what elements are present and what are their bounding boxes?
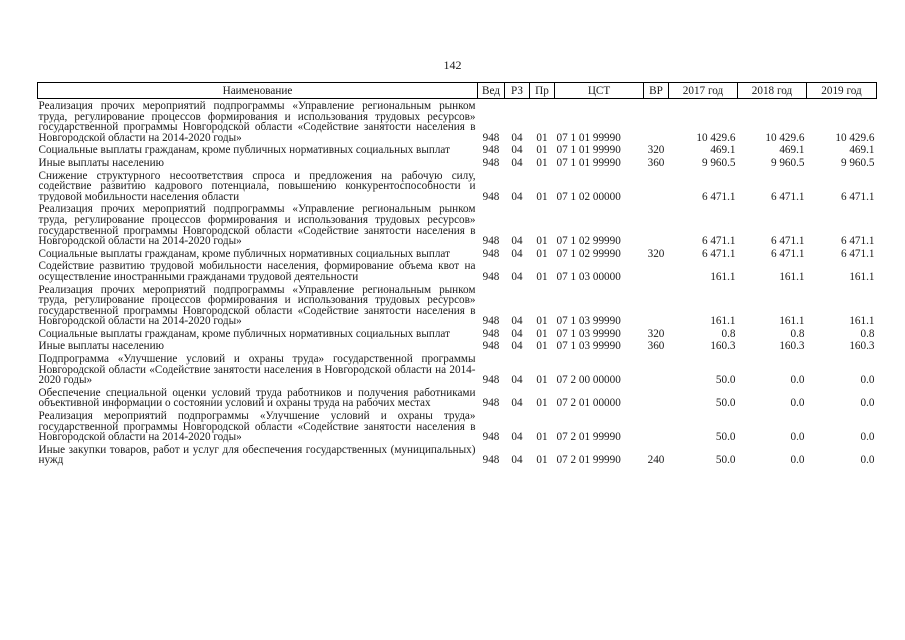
row-2018: 9 960.5 — [770, 156, 805, 169]
row-ved: 948 — [482, 327, 500, 340]
row-name: Социальные выплаты гражданам, кроме публичных нормативных социальных выплат — [38, 327, 450, 340]
header-2018: 2018 год — [738, 83, 807, 99]
row-vr — [644, 169, 669, 203]
row-2019: 10 429.6 — [835, 131, 875, 144]
row-vr: 240 — [647, 454, 665, 466]
row-pr: 01 — [536, 247, 548, 260]
row-name: Реализация прочих мероприятий подпрограммы «Управление региональным рынком труда, регулирование процессов формирования и использования трудовых ресурсов» государственной программы Новгородской области «Содействие занятости населения в Новгородской области на 2014-2020 годы» — [38, 203, 476, 247]
row-name: Социальные выплаты гражданам, кроме публичных нормативных социальных выплат — [38, 247, 450, 260]
header-cst: ЦСТ — [555, 83, 644, 99]
row-2017: 50.0 — [715, 397, 736, 410]
page-number: 142 — [443, 58, 462, 72]
table-row — [38, 283, 877, 327]
row-cst: 07 1 02 99990 — [556, 247, 621, 260]
row-2017: 10 429.6 — [696, 131, 736, 144]
row-name: Снижение структурного несоответствия спроса и предложения на рабочую силу, содействие развитию кадрового потенциала, повышению конкурентоспособности и трудовой мобильности населения области — [38, 169, 476, 203]
row-2019: 0.0 — [860, 374, 875, 386]
row-ved: 948 — [482, 340, 500, 353]
row-vr: 320 — [647, 327, 665, 340]
row-pr: 01 — [536, 131, 548, 144]
row-2017: 50.0 — [715, 431, 736, 443]
row-pr: 01 — [536, 190, 548, 203]
row-vr: 360 — [647, 340, 665, 353]
row-vr: 360 — [647, 156, 665, 169]
header-rz: РЗ — [505, 83, 530, 99]
table-body — [38, 99, 877, 467]
row-2017: 6 471.1 — [701, 190, 736, 203]
row-pr: 01 — [536, 454, 548, 466]
row-ved: 948 — [482, 247, 500, 260]
header-row — [38, 83, 877, 99]
row-ved: 948 — [482, 131, 500, 144]
row-rz: 04 — [511, 431, 523, 443]
row-cst: 07 1 01 99990 — [556, 144, 621, 156]
row-name: Иные закупки товаров, работ и услуг для обеспечения государственных (муниципальных) нужд — [38, 443, 476, 466]
table-row — [38, 247, 877, 260]
row-name: Подпрограмма «Улучшение условий и охраны труда» государственной программы Новгородской области «Содействие занятости населения в Новгородской области на 2014-2020 годы» — [38, 353, 476, 386]
row-rz: 04 — [511, 235, 523, 247]
table-row — [38, 143, 877, 156]
table-row — [38, 259, 877, 282]
row-ved: 948 — [482, 156, 500, 169]
table-row — [38, 386, 877, 409]
table-row — [38, 409, 877, 443]
row-2017: 161.1 — [710, 315, 736, 327]
row-pr: 01 — [536, 144, 548, 156]
row-vr — [644, 259, 669, 282]
row-ved: 948 — [482, 397, 500, 410]
row-name: Реализация прочих мероприятий подпрограммы «Управление региональным рынком труда, регулирование процессов формирования и использования трудовых ресурсов» государственной программы Новгородской области «Содействие занятости населения в Новгородской области на 2014-2020 годы» — [38, 283, 476, 327]
row-2018: 160.3 — [779, 340, 805, 353]
row-rz: 04 — [511, 270, 523, 283]
row-rz: 04 — [511, 156, 523, 169]
row-2018: 0.0 — [790, 374, 805, 386]
row-2018: 161.1 — [779, 315, 805, 327]
row-rz: 04 — [511, 315, 523, 327]
row-rz: 04 — [511, 190, 523, 203]
row-cst: 07 1 03 99990 — [556, 340, 621, 353]
row-2019: 6 471.1 — [840, 235, 875, 247]
row-2017: 469.1 — [710, 144, 736, 156]
row-cst: 07 1 02 00000 — [556, 190, 621, 203]
table-row — [38, 327, 877, 340]
row-rz: 04 — [511, 131, 523, 144]
row-pr: 01 — [536, 340, 548, 353]
row-name: Социальные выплаты гражданам, кроме публичных нормативных социальных выплат — [38, 144, 450, 156]
table-row — [38, 202, 877, 246]
row-vr — [644, 283, 669, 327]
row-2019: 0.0 — [860, 454, 875, 466]
row-2018: 0.0 — [790, 431, 805, 443]
budget-table — [37, 82, 877, 466]
header-pr: Пр — [530, 83, 555, 99]
row-2018: 10 429.6 — [765, 131, 805, 144]
row-ved: 948 — [482, 190, 500, 203]
row-vr: 320 — [647, 247, 665, 260]
row-2019: 9 960.5 — [840, 156, 875, 169]
row-2019: 6 471.1 — [840, 190, 875, 203]
header-vr: ВР — [644, 83, 669, 99]
table-row — [38, 339, 877, 352]
row-cst: 07 2 01 99990 — [556, 431, 621, 443]
row-cst: 07 1 01 99990 — [556, 156, 621, 169]
row-name: Иные выплаты населению — [38, 340, 164, 353]
row-2018: 6 471.1 — [770, 235, 805, 247]
row-cst: 07 1 03 00000 — [556, 270, 621, 283]
row-vr — [644, 409, 669, 443]
row-2017: 9 960.5 — [701, 156, 736, 169]
row-vr — [644, 386, 669, 409]
table-row — [38, 156, 877, 169]
row-cst: 07 1 03 99990 — [556, 315, 621, 327]
row-name: Реализация прочих мероприятий подпрограммы «Управление региональным рынком труда, регулирование процессов формирования и использования трудовых ресурсов» государственной программы Новгородской области «Содействие занятости населения в Новгородской области на 2014-2020 годы» — [38, 100, 476, 144]
row-cst: 07 2 01 99990 — [556, 454, 621, 466]
row-pr: 01 — [536, 315, 548, 327]
row-2019: 6 471.1 — [840, 247, 875, 260]
row-2017: 6 471.1 — [701, 235, 736, 247]
row-2017: 161.1 — [710, 270, 736, 283]
row-rz: 04 — [511, 340, 523, 353]
row-cst: 07 2 00 00000 — [556, 374, 621, 386]
row-2017: 50.0 — [715, 454, 736, 466]
header-2017: 2017 год — [669, 83, 738, 99]
table-row — [38, 443, 877, 466]
row-vr — [644, 202, 669, 246]
row-ved: 948 — [482, 144, 500, 156]
row-vr: 320 — [647, 144, 665, 156]
row-ved: 948 — [482, 454, 500, 466]
row-rz: 04 — [511, 247, 523, 260]
row-pr: 01 — [536, 397, 548, 410]
header-ved: Вед — [478, 83, 505, 99]
row-pr: 01 — [536, 431, 548, 443]
header-name: Наименование — [38, 83, 478, 99]
row-2019: 469.1 — [849, 144, 875, 156]
row-pr: 01 — [536, 235, 548, 247]
table-row — [38, 169, 877, 203]
row-name: Обеспечение специальной оценки условий труда работников и получения работниками объективной информации о состоянии условий и охраны труда на рабочих местах — [38, 386, 476, 410]
row-rz: 04 — [511, 327, 523, 340]
row-rz: 04 — [511, 144, 523, 156]
row-ved: 948 — [482, 374, 500, 386]
table-row — [38, 352, 877, 386]
row-2018: 0.0 — [790, 454, 805, 466]
row-2017: 0.8 — [721, 327, 736, 340]
row-cst: 07 1 03 99990 — [556, 327, 621, 340]
row-2018: 0.8 — [790, 327, 805, 340]
row-2018: 6 471.1 — [770, 190, 805, 203]
row-rz: 04 — [511, 454, 523, 466]
row-ved: 948 — [482, 235, 500, 247]
row-2019: 0.0 — [860, 431, 875, 443]
row-2019: 0.0 — [860, 397, 875, 410]
row-pr: 01 — [536, 156, 548, 169]
row-cst: 07 1 01 99990 — [556, 131, 621, 144]
row-2018: 469.1 — [779, 144, 805, 156]
row-2017: 6 471.1 — [701, 247, 736, 260]
row-2018: 0.0 — [790, 397, 805, 410]
row-cst: 07 1 02 99990 — [556, 235, 621, 247]
row-pr: 01 — [536, 374, 548, 386]
row-rz: 04 — [511, 397, 523, 410]
row-2018: 6 471.1 — [770, 247, 805, 260]
row-pr: 01 — [536, 327, 548, 340]
row-rz: 04 — [511, 374, 523, 386]
row-2017: 160.3 — [710, 340, 736, 353]
row-2019: 160.3 — [849, 340, 875, 353]
row-ved: 948 — [482, 315, 500, 327]
row-ved: 948 — [482, 431, 500, 443]
row-name: Реализация мероприятий подпрограммы «Улучшение условий и охраны труда» государственной программы Новгородской области «Содействие занятости населения в Новгородской области на 2014-2020 годы» — [38, 410, 476, 443]
row-ved: 948 — [482, 270, 500, 283]
row-name: Содействие развитию трудовой мобильности населения, формирование объема квот на осуществление иностранными гражданами трудовой деятельности — [38, 260, 476, 283]
row-vr — [644, 352, 669, 386]
table-header — [38, 83, 877, 99]
row-vr — [644, 99, 669, 144]
row-cst: 07 2 01 00000 — [556, 397, 621, 410]
row-2018: 161.1 — [779, 270, 805, 283]
row-2017: 50.0 — [715, 374, 736, 386]
row-pr: 01 — [536, 270, 548, 283]
row-2019: 0.8 — [860, 327, 875, 340]
row-name: Иные выплаты населению — [38, 156, 164, 169]
header-2019: 2019 год — [807, 83, 877, 99]
row-2019: 161.1 — [849, 270, 875, 283]
row-2019: 161.1 — [849, 315, 875, 327]
table-row — [38, 99, 877, 144]
